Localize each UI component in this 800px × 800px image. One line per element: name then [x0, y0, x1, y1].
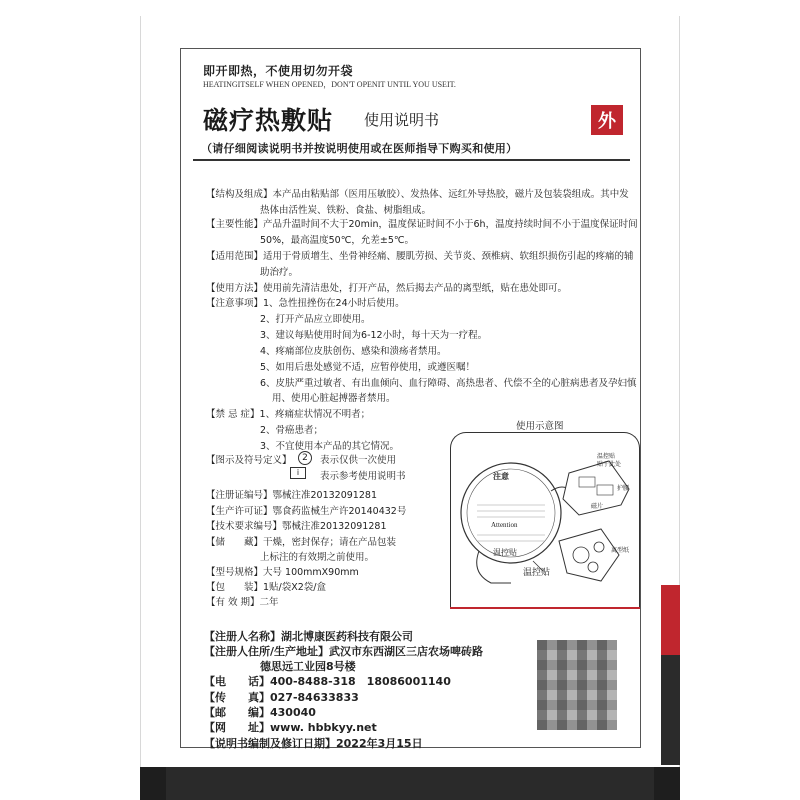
diagram-part-5: 离型纸: [611, 547, 630, 554]
diagram-title: 使用示意图: [516, 421, 564, 432]
notes-line-7: 用、使用心脏起搏器者禁用。: [272, 393, 396, 404]
scope-line-1: 【适用范围】适用于骨质增生、坐骨神经痛、腰肌劳损、关节炎、颈椎病、软组织损伤引起的疼痛的辅: [206, 251, 634, 262]
notes-line-3: 3、建议每贴使用时间为6-12小时，每十天为一疗程。: [260, 330, 488, 341]
performance-line-1: 【主要性能】产品升温时间不大于20min，温度保证时间不小于6h，温度持续时间不小于温度保证时间: [206, 219, 638, 230]
package-bottom-band: [140, 767, 680, 800]
header-divider: [193, 159, 630, 161]
package-dark-band: [661, 655, 680, 765]
diagram-notice: 注意: [493, 472, 509, 481]
address-line-2: 德思远工业园8号楼: [260, 660, 356, 673]
address-line-1: 【注册人住所/生产地址】武汉市东西湖区三店农场啤砖路: [204, 645, 484, 658]
document-subtitle: 使用说明书: [364, 111, 440, 129]
usage-diagram: [450, 432, 640, 607]
performance-line-2: 50%，最高温度50℃，允差±5℃。: [260, 235, 415, 246]
single-use-text: 表示仅供一次使用: [320, 455, 397, 466]
qr-code-blurred: [537, 640, 617, 730]
notes-line-6: 6、皮肤严重过敏者、有出血倾向、血行障碍、高热患者、代偿不全的心脏病患者及孕妇慎: [260, 378, 637, 389]
diagram-control-label: 温控贴: [493, 548, 517, 557]
contra-line-2: 2、骨癌患者；: [260, 425, 324, 436]
phone: 【电 话】400-8488-318 18086001140: [204, 675, 451, 688]
structure-line-2: 热体由活性炭、铁粉、食盐、树脂组成。: [260, 205, 432, 216]
scope-line-2: 助治疗。: [260, 267, 299, 278]
storage-line-2: 上标注的有效期之前使用。: [260, 552, 375, 563]
diagram-attention: Attention: [491, 521, 518, 529]
manual-book-icon: i: [290, 467, 306, 479]
fax: 【传 真】027-84633833: [204, 691, 359, 704]
symbols-label: 【图示及符号定义】: [206, 455, 292, 466]
postcode: 【邮 编】430040: [204, 706, 316, 719]
structure-line-1: 【结构及组成】本产品由粘贴部（医用压敏胶）、发热体、远红外导热胶，磁片及包装袋组成。其中发: [206, 189, 629, 200]
notes-line-4: 4、疼痛部位皮肤创伤、感染和溃疡者禁用。: [260, 346, 447, 357]
validity: 【有 效 期】二年: [206, 597, 279, 608]
technical-requirement: 【技术要求编号】鄂械注准20132091281: [206, 521, 387, 532]
diagram-pointer-label: 温控贴: [523, 568, 551, 578]
diagram-part-4: 磁片: [591, 503, 604, 510]
notes-line-5: 5、如用后患处感觉不适，应暂停使用，或遵医嘱！: [260, 362, 476, 373]
read-instructions-warning: （请仔细阅读说明书并按说明使用或在医师指导下购买和使用）: [201, 142, 518, 155]
usage-line: 【使用方法】使用前先清洁患处，打开产品，然后揭去产品的离型纸，贴在患处即可。: [206, 283, 568, 294]
registration-number: 【注册证编号】鄂械注准20132091281: [206, 490, 377, 501]
open-warning-en: HEATINGITSELF WHEN OPENED，DON'T OPENIT UNTIL YOU USEIT.: [203, 80, 456, 89]
diagram-underline: [450, 607, 640, 609]
open-warning: 即开即热，不使用切勿开袋: [203, 64, 354, 78]
diagram-part-1: 温控贴: [597, 453, 616, 460]
production-license: 【生产许可证】鄂食药监械生产许20140432号: [206, 506, 407, 517]
model-spec: 【型号规格】大号 100mmX90mm: [206, 567, 359, 578]
storage-line-1: 【储 藏】干燥，密封保存；请在产品包装: [206, 537, 397, 548]
package-spec: 【包 装】1贴/袋X2袋/盒: [206, 582, 326, 593]
revision-date: 【说明书编制及修订日期】2022年3月15日: [204, 737, 423, 750]
website: 【网 址】www. hbbkyy.net: [204, 721, 377, 734]
registrant-name: 【注册人名称】湖北博康医药科技有限公司: [204, 630, 413, 643]
manual-text: 表示参考使用说明书: [320, 471, 406, 482]
diagram-part-3: 护腰: [617, 485, 630, 492]
package-red-band: [661, 585, 680, 655]
external-use-badge: 外: [591, 105, 623, 135]
product-title: 磁疗热敷贴: [203, 106, 334, 135]
single-use-icon: 2: [298, 451, 312, 465]
notes-line-2: 2、打开产品应立即使用。: [260, 314, 371, 325]
contra-line-3: 3、不宜使用本产品的其它情况。: [260, 441, 400, 452]
contra-line-1: 【禁 忌 症】1、疼痛症状情况不明者；: [206, 409, 371, 420]
notes-line-1: 【注意事项】1、急性扭挫伤在24小时后使用。: [206, 298, 405, 309]
diagram-part-2: 贴于此处: [597, 461, 622, 468]
